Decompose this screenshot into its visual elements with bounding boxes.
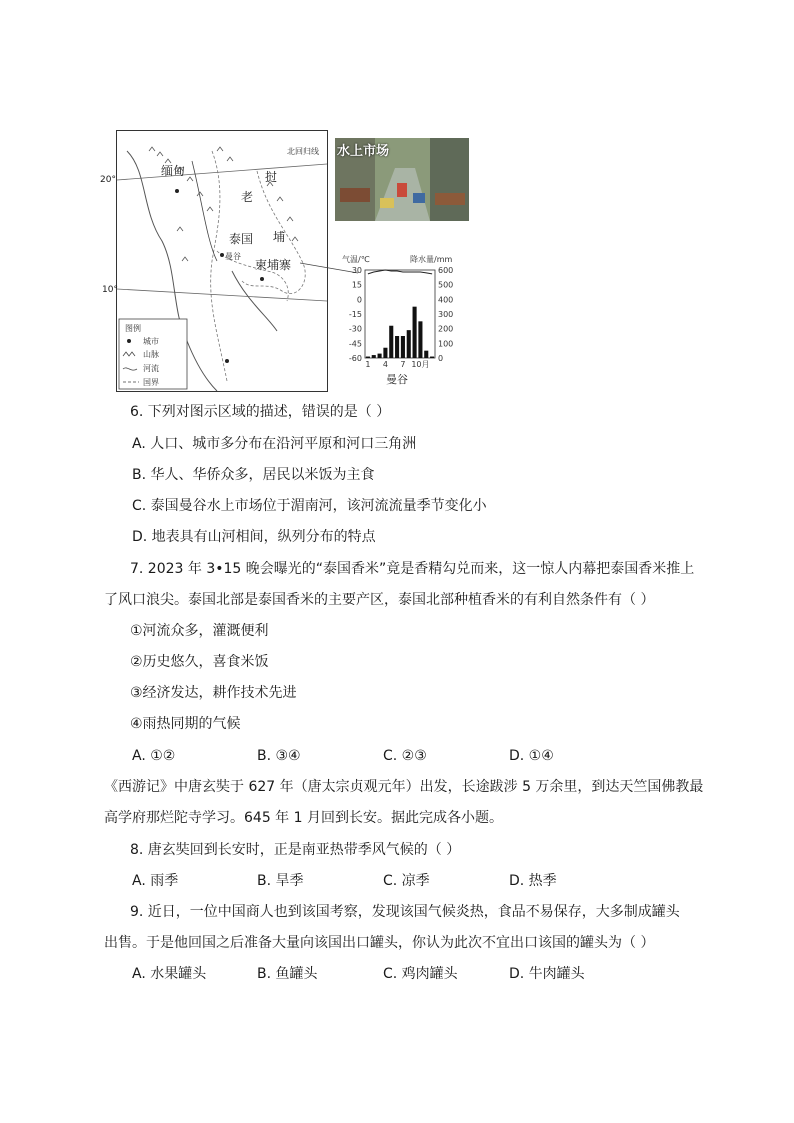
precip-tick-label: 100 — [438, 339, 454, 349]
precip-bar-month-8 — [407, 330, 411, 358]
precip-tick-label: 600 — [438, 266, 454, 275]
precip-tick-label: 0 — [438, 354, 444, 363]
q7-option-d[interactable]: D. ①④ — [509, 748, 554, 764]
label-myanmar: 缅甸 — [161, 164, 186, 178]
legend-item-mountain: 山脉 — [143, 350, 159, 359]
q8-option-d[interactable]: D. 热季 — [509, 873, 557, 889]
month-tick-label: 4 — [382, 360, 388, 369]
q6-option-b[interactable]: B. 华人、华侨众多，居民以米饭为主食 — [132, 467, 375, 483]
month-tick-label: 10月 — [411, 360, 430, 369]
precip-bar-month-10 — [418, 321, 422, 358]
temp-axis-label: 气温/℃ — [342, 255, 370, 264]
month-tick-label: 1 — [365, 360, 371, 369]
legend-item-river: 河流 — [143, 364, 159, 373]
chart-city-label: 曼谷 — [386, 373, 408, 385]
q7-item-2: ②历史悠久，喜食米饭 — [130, 654, 269, 670]
precip-axis-label: 降水量/mm — [410, 255, 453, 264]
temp-tick-label: 15 — [351, 280, 362, 290]
q7-item-1: ①河流众多，灌溉便利 — [130, 623, 269, 639]
city-marker — [175, 189, 179, 193]
q9-stem-line1: 9. 近日，一位中国商人也到该国考察，发现该国气候炎热，食品不易保存，大多制成罐头 — [130, 904, 680, 920]
q6-option-c[interactable]: C. 泰国曼谷水上市场位于湄南河，该河流流量季节变化小 — [132, 498, 487, 514]
label-laos-2: 老 — [241, 190, 254, 204]
label-cambodia-partial: 埔 — [273, 230, 286, 244]
q7-option-b[interactable]: B. ③④ — [257, 748, 301, 764]
precip-bar-month-2 — [372, 355, 376, 358]
q7-item-4: ④雨热同期的气候 — [130, 716, 241, 732]
precip-bar-month-6 — [395, 336, 399, 358]
precip-tick-label: 300 — [438, 310, 454, 319]
q6-option-a[interactable]: A. 人口、城市多分布在沿河平原和河口三角洲 — [132, 436, 417, 452]
q6-stem: 6. 下列对图示区域的描述，错误的是（ ） — [130, 404, 391, 420]
q8-stem: 8. 唐玄奘回到长安时，正是南亚热带季风气候的（ ） — [130, 842, 461, 858]
temp-tick-label: -45 — [348, 339, 362, 349]
map-drawing — [117, 131, 327, 391]
precip-tick-label: 400 — [438, 295, 454, 305]
q9-option-d[interactable]: D. 牛肉罐头 — [509, 966, 585, 982]
label-thailand: 泰国 — [229, 232, 254, 246]
border-line — [211, 151, 227, 381]
label-lat-10: 10° — [102, 285, 118, 295]
legend-item-city: 城市 — [143, 337, 159, 346]
precip-bar-month-12 — [430, 357, 434, 358]
precip-bar-month-5 — [389, 326, 393, 358]
precip-bar-month-4 — [383, 348, 387, 358]
intro-line2: 高学府那烂陀寺学习。645 年 1 月回到长安。据此完成各小题。 — [104, 810, 503, 826]
city-marker-bangkok — [220, 253, 224, 257]
floating-market-photo — [335, 138, 469, 221]
q6-option-d[interactable]: D. 地表具有山河相间，纵列分布的特点 — [132, 529, 376, 545]
precip-bar-month-3 — [378, 354, 382, 358]
legend-item-border: 国界 — [143, 378, 159, 387]
city-marker — [225, 359, 229, 363]
q9-option-a[interactable]: A. 水果罐头 — [132, 966, 207, 982]
q7-stem-line1: 7. 2023 年 3•15 晚会曝光的“泰国香米”竟是香精勾兑而来，这一惊人内幕把泰国香米推上 — [130, 561, 695, 577]
precip-bar-month-7 — [401, 336, 405, 358]
q8-option-c[interactable]: C. 凉季 — [383, 873, 430, 889]
coastline — [232, 271, 277, 331]
label-bangkok: 曼谷 — [225, 252, 241, 261]
precip-tick-label: 200 — [438, 324, 454, 334]
legend-title: 图例 — [125, 324, 141, 333]
bangkok-climate-chart — [340, 255, 470, 385]
q9-stem-line2: 出售。于是他回国之后准备大量向该国出口罐头，你认为此次不宜出口该国的罐头为（ ） — [104, 935, 655, 951]
climate-chart-svg — [340, 255, 470, 385]
q7-stem-line2: 了风口浪尖。泰国北部是泰国香米的主要产区，泰国北部种植香米的有利自然条件有（ ） — [104, 592, 655, 608]
q7-option-a[interactable]: A. ①② — [132, 748, 176, 764]
q8-option-b[interactable]: B. 旱季 — [257, 873, 304, 889]
temperature-line — [368, 270, 432, 274]
temp-tick-label: 0 — [356, 295, 362, 305]
precip-bar-month-9 — [413, 307, 417, 358]
label-lat-20: 20° — [100, 175, 116, 185]
plot-frame — [365, 270, 435, 358]
temp-tick-label: -15 — [348, 310, 362, 319]
precip-bar-month-11 — [424, 351, 428, 358]
latitude-line-20 — [117, 164, 327, 180]
q8-option-a[interactable]: A. 雨季 — [132, 873, 179, 889]
legend-city-icon — [127, 339, 131, 343]
temp-tick-label: 30 — [351, 266, 362, 275]
photo-caption: 水上市场 — [337, 144, 390, 159]
temp-tick-label: -30 — [348, 324, 362, 334]
precip-bar-month-1 — [366, 357, 370, 358]
intro-line1: 《西游记》中唐玄奘于 627 年（唐太宗贞观元年）出发，长途跋涉 5 万余里，到达天竺国佛教最 — [104, 779, 704, 795]
month-tick-label: 7 — [400, 360, 406, 369]
city-marker — [260, 277, 264, 281]
q7-item-3: ③经济发达，耕作技术先进 — [130, 685, 297, 701]
label-cambodia: 柬埔寨 — [255, 258, 292, 272]
q7-option-c[interactable]: C. ②③ — [383, 748, 427, 764]
latitude-line-10 — [117, 289, 327, 301]
precip-tick-label: 500 — [438, 280, 454, 290]
region-map — [116, 130, 328, 392]
temp-tick-label: -60 — [348, 354, 362, 363]
label-laos-1: 挝 — [265, 170, 278, 184]
q9-option-b[interactable]: B. 鱼罐头 — [257, 966, 318, 982]
river-line — [192, 161, 217, 261]
label-tropic-line: 北回归线 — [287, 147, 319, 156]
q9-option-c[interactable]: C. 鸡肉罐头 — [383, 966, 458, 982]
